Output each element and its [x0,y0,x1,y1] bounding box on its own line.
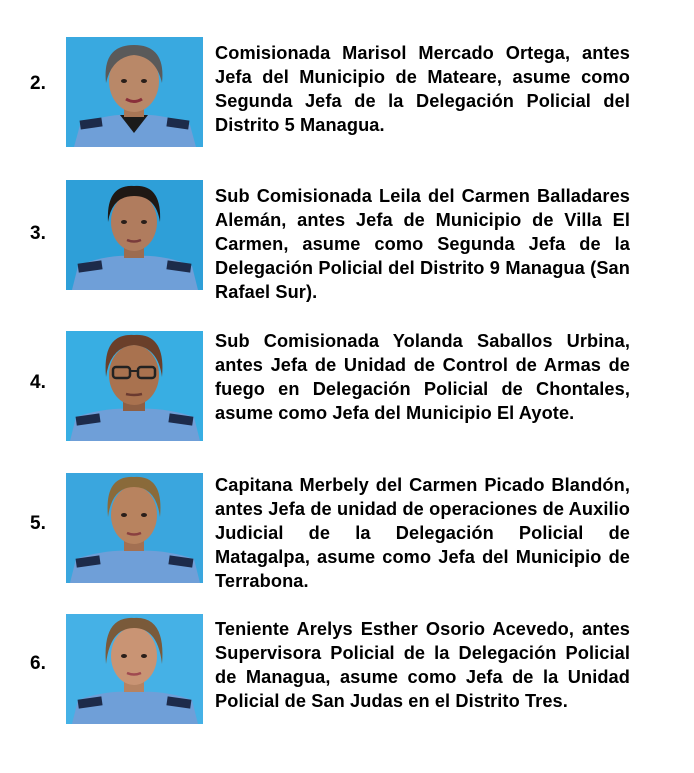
entry-number: 2. [30,73,46,94]
portrait-photo [66,473,203,583]
entry-number: 4. [30,372,46,393]
entry-description: Comisionada Marisol Mercado Ortega, antes Jefa del Municipio de Mateare, asume como Segunda Jefa de la Delegación Policial del Distrito 5 Managua. [215,43,630,135]
portrait-illustration [66,331,203,441]
portrait-photo [66,614,203,724]
portrait-illustration [66,473,203,583]
entry-description: Sub Comisionada Leila del Carmen Balladares Alemán, antes Jefa de Municipio de Villa El Carmen, asume como Segunda Jefa de la Delegación Policial del Distrito 9 Managua (San Rafael Sur). [215,186,630,302]
portrait-photo [66,180,203,290]
portrait-photo [66,37,203,147]
portrait-illustration [66,37,203,147]
portrait-illustration [66,614,203,724]
entry-number: 3. [30,223,46,244]
portrait-photo [66,331,203,441]
portrait-illustration [66,180,203,290]
entry-description: Sub Comisionada Yolanda Saballos Urbina, antes Jefa de Unidad de Control de Armas de fuego en Delegación Policial de Chontales, asume como Jefa del Municipio El Ayote. [215,331,630,423]
entry-number: 6. [30,653,46,674]
entry-number: 5. [30,513,46,534]
entry-description: Capitana Merbely del Carmen Picado Blandón, antes Jefa de unidad de operaciones de Auxilio Judicial de la Delegación Policial de Matagalpa, asume como Jefa del Municipio de Terrabona. [215,475,630,591]
entry-description: Teniente Arelys Esther Osorio Acevedo, antes Supervisora Policial de la Delegación Policial de Managua, asume como Jefa de la Unidad Policial de San Judas en el Distrito Tres. [215,619,630,711]
